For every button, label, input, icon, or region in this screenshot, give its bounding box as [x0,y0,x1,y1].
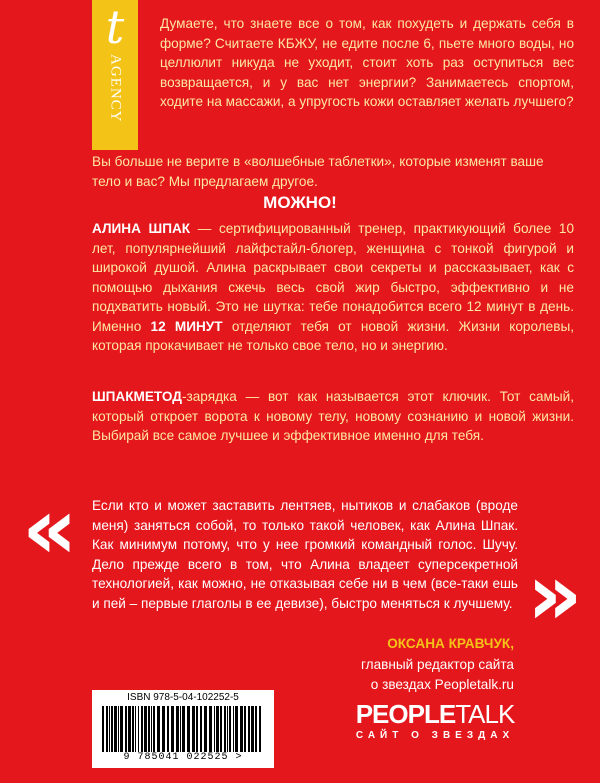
barcode-bar [153,706,155,752]
main-heading: МОЖНО! [263,193,337,212]
testimonial-quote: Если кто и может заставить лентяев, нытиков и слабаков (вроде меня) заняться собой, то только такой человек, как Алина Шпак. Как минимум потому, что у нее громкий командный голос. Шучу. Дело прежде всего в том, что Алина владеет суперсекретной технологией, как можно, не отказывая себе ни в чем (все-таки ешь и пей – первые глаголы в ее девизе), быстро меняться к лучшему. [92,498,518,611]
barcode-bar [227,706,228,752]
barcode-digits: 9 785041 022525 > [123,752,243,763]
barcode-bar [182,706,185,752]
isbn-text: ISBN 978-5-04-102252-5 [127,692,239,703]
barcode-bar [125,706,127,752]
logo-part-2: TALK [455,699,515,729]
logo-wordmark [340,700,530,728]
barcode-bar [144,706,147,752]
barcode-bar [157,706,160,752]
barcode-bar [167,706,169,752]
barcode-bar [106,706,108,752]
barcode-bar [128,706,131,752]
barcode-bar [120,706,123,752]
barcode-bar [109,706,110,752]
barcode-bar [240,706,243,752]
barcode-bar [102,706,104,752]
intro-paragraph: Думаете, что знаете все о том, как похудеть и держать себя в форме? Считаете КБЖУ, не едите после 6, пьете много воды, но целлюлит никуда не уходит, стоит хоть раз оступиться вес возвращается, и у вас нет энергии? Занимаетесь спортом, ходите на массажи, а упругость кожи оставляет желать лучшего? [160,16,574,109]
barcode-bar [255,706,257,752]
logo-subtitle: САЙТ О ЗВЕЗДАХ [355,730,515,741]
barcode-bar [118,706,119,752]
author-text-b: отделяют тебя от новой жизни. Жизни королевы, которая прокачивает не только свое тело, но и энергию. [92,318,574,353]
quote-author-role [214,655,514,694]
barcode-bar [235,706,238,752]
quote-open-mark: « [22,479,78,579]
barcode [92,690,274,768]
barcode-bar [135,706,136,752]
minutes-highlight: 12 МИНУТ [150,318,223,334]
barcode-bar [148,706,150,752]
author-text-a: — сертифицированный тренер, практикующий более 10 лет, популярнейший лайфстайл-блогер, женщина с тонкой фигурой и широкой душой. Алина раскрывает свои секреты и рассказывает, как с помощью дыхания сжечь весь свой жир быстро, эффективно и не подхватить новый. Это не шутка: тебе понадобится всего 12 минут в день. Именно [92,221,575,334]
intro-paragraph-2: Вы больше не верите в «волшебные таблетки», которые изменят ваше тело и вас? Мы предлагаем другое. [92,154,544,189]
barcode-bar [162,706,165,752]
method-paragraph [92,387,574,446]
quote-author: ОКСАНА КРАВЧУК, [387,636,514,651]
barcode-bar [176,706,179,752]
barcode-bar [229,706,231,752]
barcode-bar [111,706,113,752]
barcode-bar [216,706,219,752]
barcode-bar [251,706,254,752]
peopletalk-logo [340,700,530,741]
author-name: АЛИНА ШПАК [92,221,191,236]
logo-part-1: PEOPLE [355,699,456,729]
barcode-bar [151,706,152,752]
method-name: ШПАКМЕТОД [92,389,182,404]
barcode-bar [244,706,246,752]
barcode-bar [141,706,143,752]
barcode-bar [132,706,134,752]
barcode-bar [204,706,207,752]
tag-letter: t [105,0,125,54]
barcode-bar [214,706,215,752]
barcode-bar [220,706,222,752]
role-line-2: о звездах Peopletalk.ru [370,676,514,692]
role-line-1: главный редактор сайта [361,657,514,672]
barcode-bar [248,706,250,752]
barcode-bar [114,706,117,752]
barcode-bar [224,706,226,752]
barcode-bar [200,706,202,752]
barcode-bar [233,706,234,752]
publisher-tag [92,0,138,150]
barcode-bar [196,706,198,752]
barcode-bar [171,706,174,752]
barcode-bar [259,706,261,752]
quote-close-mark: » [527,545,583,645]
barcode-bar [187,706,190,752]
tag-word: AGENCY [107,54,124,123]
barcode-bar [138,706,139,752]
barcode-bars [100,706,266,752]
author-paragraph [92,219,574,356]
barcode-bar [192,706,195,752]
method-text: -зарядка — вот как называется этот ключик. Тот самый, который откроет ворота к новому телу, новому сознанию и новой жизни. Выбирай все самое лучшее и эффективное именно для тебя. [92,389,574,443]
barcode-bar [180,706,181,752]
barcode-bar [209,706,212,752]
